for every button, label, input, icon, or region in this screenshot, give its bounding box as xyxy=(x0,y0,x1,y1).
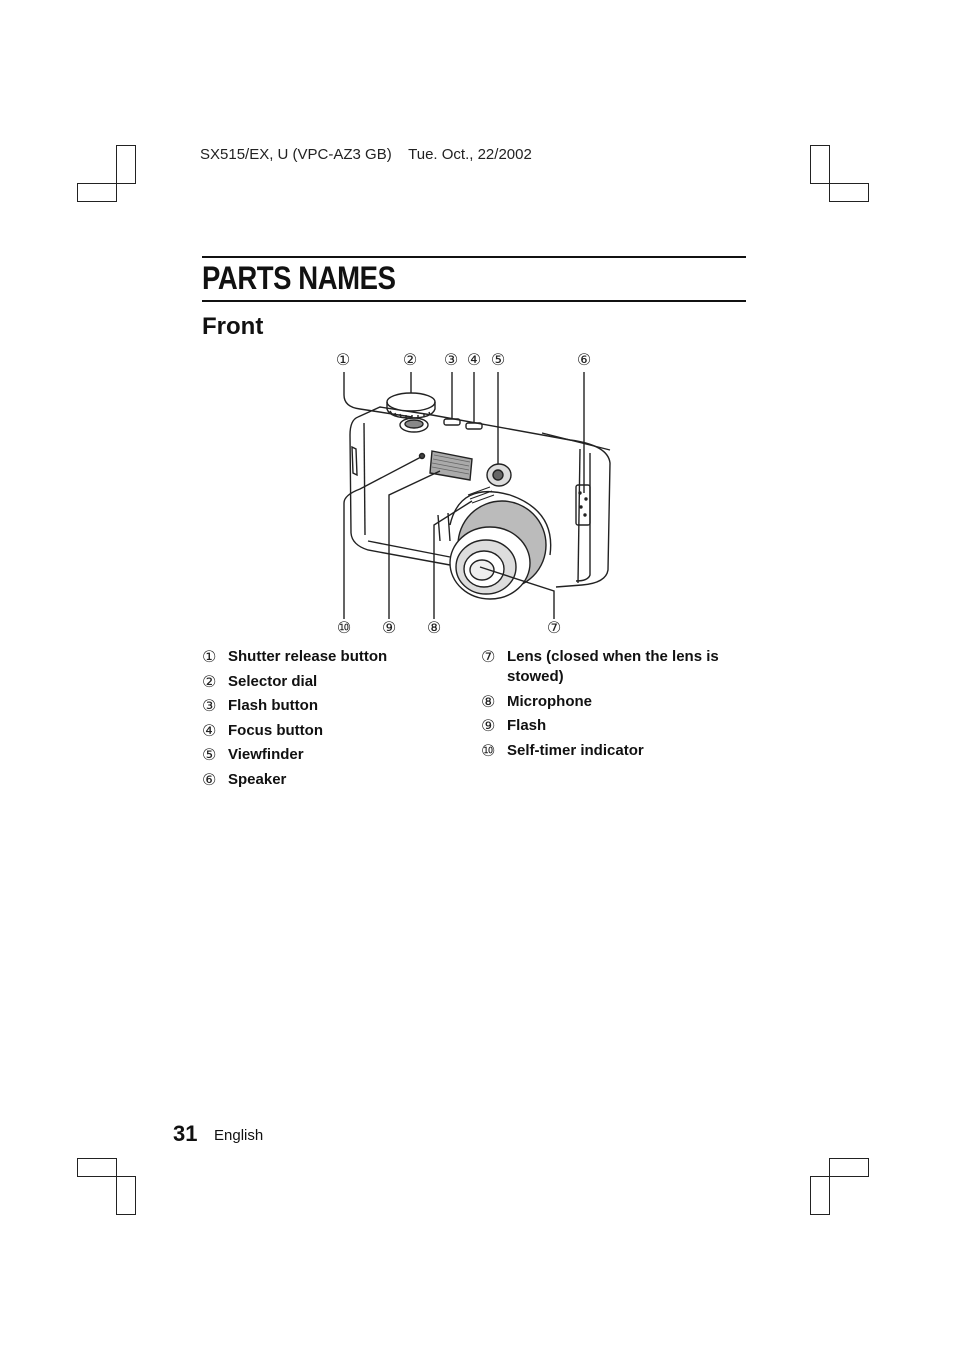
list-item xyxy=(202,770,462,790)
item-label: Viewfinder xyxy=(228,746,304,763)
item-label: Flash xyxy=(507,717,547,734)
callout-1: ① xyxy=(335,350,351,369)
item-number: ⑩ xyxy=(481,740,496,760)
item-number: ⑨ xyxy=(481,716,496,735)
item-label: Lens (closed when the lens is stowed) xyxy=(507,648,719,685)
callout-9: ⑨ xyxy=(381,618,397,637)
list-item xyxy=(481,716,743,736)
item-label: Selector dial xyxy=(228,672,318,690)
page-number: 31 xyxy=(173,1121,198,1146)
item-number: ④ xyxy=(202,720,217,740)
item-number: ⑦ xyxy=(481,647,496,666)
crop-mark-icon xyxy=(116,1176,136,1215)
list-item xyxy=(202,647,462,667)
crop-mark-icon xyxy=(829,183,869,202)
item-number: ③ xyxy=(202,696,217,715)
callout-2: ② xyxy=(402,350,418,369)
footer-language: English xyxy=(214,1127,264,1144)
list-item xyxy=(481,647,743,687)
item-label: Flash button xyxy=(228,697,318,714)
item-label: Self-timer indicator xyxy=(507,741,644,759)
item-label: Focus button xyxy=(228,721,323,739)
section-title: Front xyxy=(202,313,264,340)
callout-5: ⑤ xyxy=(490,350,506,369)
crop-mark-icon xyxy=(77,183,117,202)
list-item xyxy=(481,741,743,761)
item-label: Shutter release button xyxy=(228,648,388,665)
list-item xyxy=(202,745,462,765)
page-title: PARTS NAMES xyxy=(202,260,396,296)
callout-6: ⑥ xyxy=(576,350,592,369)
title-bottom-rule xyxy=(202,300,746,302)
item-label: Microphone xyxy=(507,692,592,710)
crop-mark-icon xyxy=(116,145,136,184)
crop-mark-icon xyxy=(810,145,830,184)
list-item xyxy=(202,696,462,716)
crop-mark-icon xyxy=(810,1176,830,1215)
callout-10: ⑩ xyxy=(336,618,352,637)
list-item xyxy=(481,692,743,712)
callout-3: ③ xyxy=(443,350,459,369)
item-number: ① xyxy=(202,647,217,666)
parts-list-left xyxy=(202,647,462,794)
list-item xyxy=(202,721,462,741)
parts-list-right xyxy=(481,647,743,765)
callout-8: ⑧ xyxy=(426,618,442,637)
header-meta: SX515/EX, U (VPC-AZ3 GB) Tue. Oct., 22/2002 xyxy=(200,146,532,163)
list-item xyxy=(202,672,462,692)
title-top-rule xyxy=(202,256,746,258)
item-number: ⑤ xyxy=(202,745,217,764)
item-number: ⑧ xyxy=(481,691,496,711)
item-label: Speaker xyxy=(228,770,287,788)
camera-front-illustration xyxy=(320,345,620,645)
crop-mark-icon xyxy=(77,1158,117,1177)
item-number: ⑥ xyxy=(202,769,217,789)
callout-7: ⑦ xyxy=(546,618,562,637)
item-number: ② xyxy=(202,671,217,691)
crop-mark-icon xyxy=(829,1158,869,1177)
callout-4: ④ xyxy=(466,350,482,369)
